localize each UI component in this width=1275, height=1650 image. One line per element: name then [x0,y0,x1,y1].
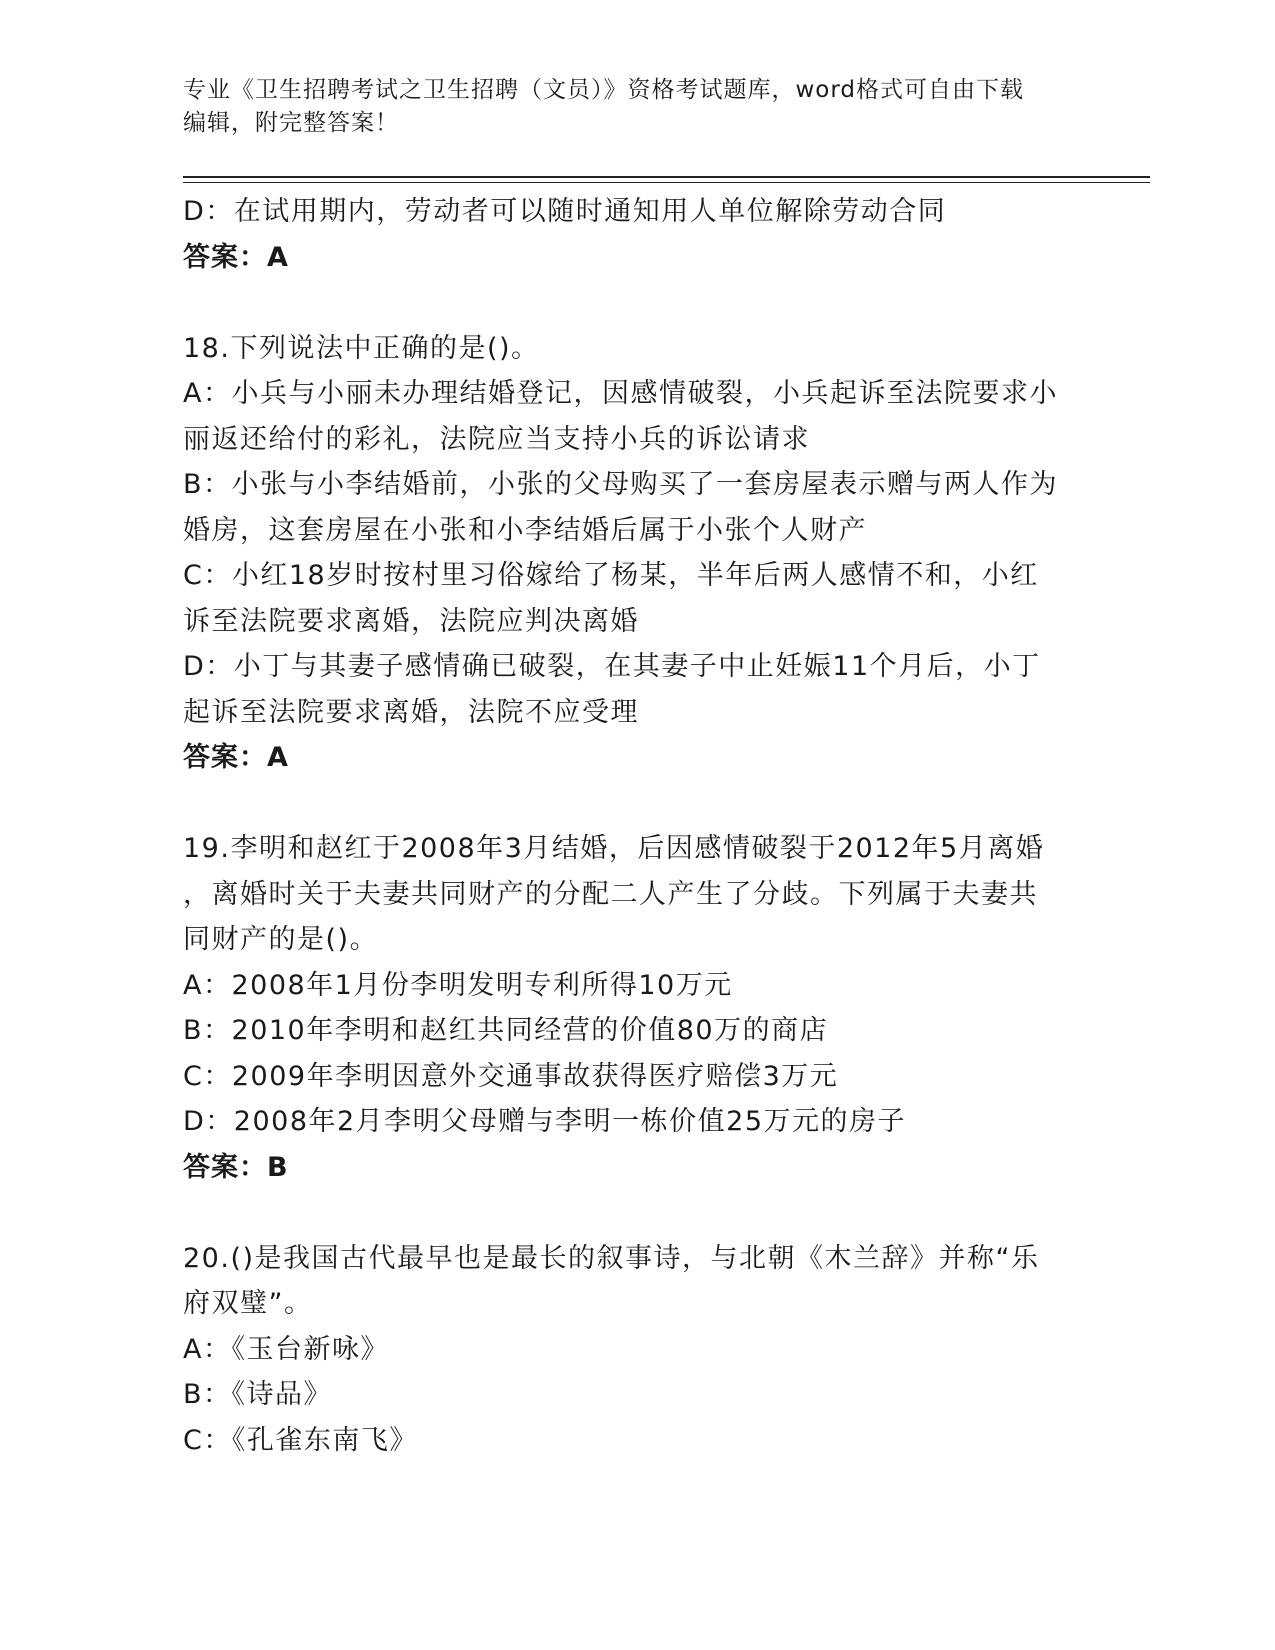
spacer [183,280,1083,326]
q18-option-a-line1: A：小兵与小丽未办理结婚登记，因感情破裂，小兵起诉至法院要求小 [183,378,1058,409]
q20-stem-line2: 府双璧”。 [183,1288,313,1319]
q18-option-b-line1: B：小张与小李结婚前，小张的父母购买了一套房屋表示赠与两人作为 [183,469,1059,500]
q19-stem-line3: 同财产的是()。 [183,924,379,955]
prev-option-d: D：在试用期内，劳动者可以随时通知用人单位解除劳动合同 [183,196,947,227]
q18-option-d-line2: 起诉至法院要求离婚，法院不应受理 [183,696,639,728]
q20-option-a: A：《玉台新咏》 [183,1333,389,1365]
header-rule-thick [183,176,1150,178]
header-rule-thin [183,182,1150,183]
q18-option-b-line2: 婚房，这套房屋在小张和小李结婚后属于小张个人财产 [183,514,867,546]
q19-option-a: A：2008年1月份李明发明专利所得10万元 [183,969,733,1001]
q19-option-d: D：2008年2月李明父母赠与李明一栋价值25万元的房子 [183,1106,907,1137]
q19-option-b: B：2010年李明和赵红共同经营的价值80万的商店 [183,1015,829,1046]
q19-stem-line2: ，离婚时关于夫妻共同财产的分配二人产生了分歧。下列属于夫妻共 [183,878,1038,910]
prev-answer: 答案：A [183,241,289,273]
q18-answer: 答案：A [183,742,289,773]
q19-option-c: C：2009年李明因意外交通事故获得医疗赔偿3万元 [183,1060,839,1092]
q18-option-c-line1: C：小红18岁时按村里习俗嫁给了杨某，半年后两人感情不和，小红 [183,560,1039,591]
header-line-2: 编辑，附完整答案！ [183,110,399,136]
question-content [183,189,1083,1463]
q20-option-b: B：《诗品》 [183,1379,333,1410]
header-line-1: 专业《卫生招聘考试之卫生招聘（文员）》资格考试题库，word格式可自由下载 [183,77,1025,103]
q18-option-d-line1: D：小丁与其妻子感情确已破裂，在其妻子中止妊娠11个月后，小丁 [183,651,1041,682]
q19-answer: 答案：B [183,1151,289,1183]
q18-option-a-line2: 丽返还给付的彩礼，法院应当支持小兵的诉讼请求 [183,423,810,455]
q19-stem-line1: 19.李明和赵红于2008年3月结婚，后因感情破裂于2012年5月离婚 [183,833,1045,864]
q20-stem-line1: 20.()是我国古代最早也是最长的叙事诗，与北朝《木兰辞》并称“乐 [183,1242,1040,1274]
q20-option-c: C：《孔雀东南飞》 [183,1424,418,1456]
q18-stem: 18.下列说法中正确的是()。 [183,332,540,364]
spacer [183,1190,1083,1236]
q18-option-c-line2: 诉至法院要求离婚，法院应判决离婚 [183,605,639,637]
spacer [183,781,1083,827]
page-header [183,74,1083,140]
